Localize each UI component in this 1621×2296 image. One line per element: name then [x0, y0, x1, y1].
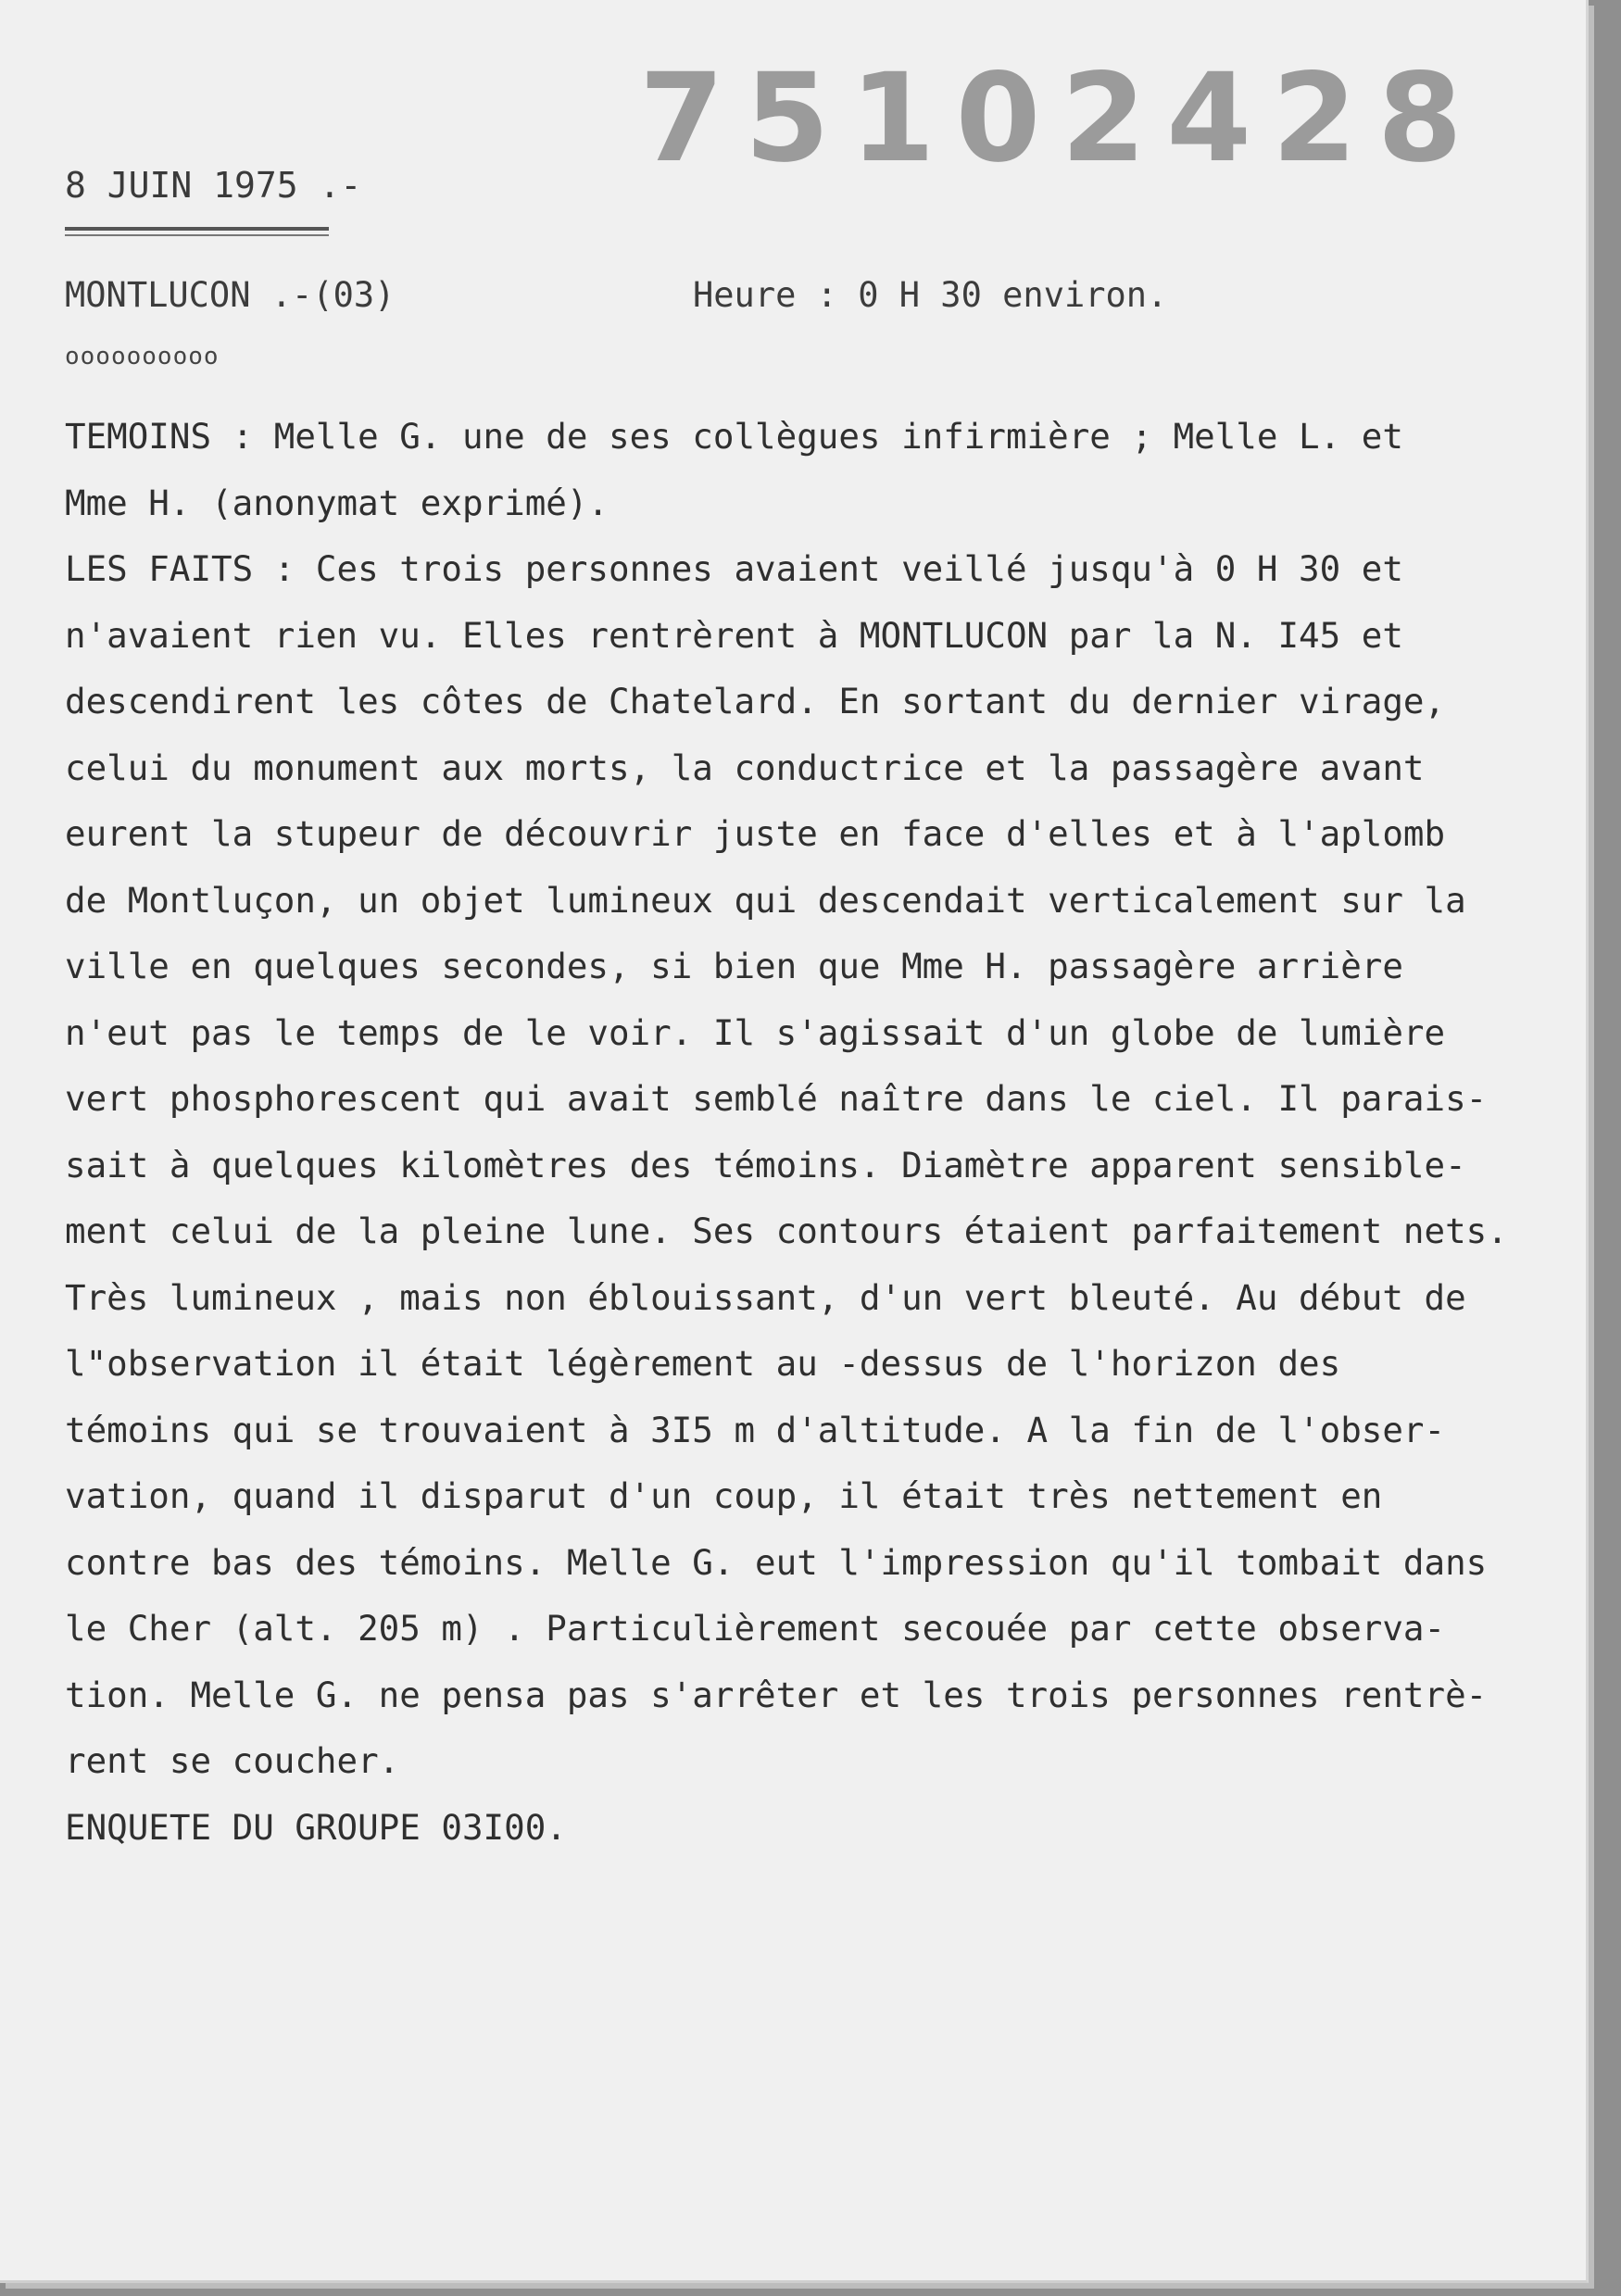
body-line: vation, quand il disparut d'un coup, il était très nettement en [65, 1475, 1383, 1516]
body-line: celui du monument aux morts, la conductrice et la passagère avant [65, 747, 1425, 788]
report-location: MONTLUCON .-(03) [65, 275, 396, 315]
body-line: l"observation il était légèrement au -dessus de l'horizon des [65, 1343, 1341, 1384]
body-line: descendirent les côtes de Chatelard. En sortant du dernier virage, [65, 681, 1446, 721]
body-line: n'avaient rien vu. Elles rentrèrent à MONTLUCON par la N. I45 et [65, 614, 1403, 656]
body-line: ment celui de la pleine lune. Ses contours étaient parfaitement nets. [65, 1211, 1508, 1251]
body-line: sait à quelques kilomètres des témoins. Diamètre apparent sensible- [65, 1144, 1466, 1186]
report-date: 8 JUIN 1975 .- [65, 165, 362, 206]
body-line: Très lumineux , mais non éblouissant, d'un vert bleuté. Au début de [65, 1276, 1466, 1318]
archive-number-stamp: 75102428 [639, 47, 1483, 190]
report-body [65, 404, 1565, 1861]
date-underline-second [65, 234, 329, 236]
body-line: n'eut pas le temps de le voir. Il s'agissait d'un globe de lumière [65, 1011, 1446, 1053]
body-line: ville en quelques secondes, si bien que Mme H. passagère arrière [65, 946, 1403, 986]
body-line: eurent la stupeur de découvrir juste en face d'elles et à l'aplomb [65, 813, 1446, 854]
report-hour: Heure : 0 H 30 environ. [693, 275, 1168, 315]
body-line: Mme H. (anonymat exprimé). [65, 482, 609, 523]
body-line: rent se coucher. [65, 1740, 400, 1781]
body-line: tion. Melle G. ne pensa pas s'arrêter et les trois personnes rentrè- [65, 1674, 1488, 1715]
body-line: le Cher (alt. 205 m) . Particulièrement secouée par cette observa- [65, 1608, 1446, 1649]
body-line: ENQUETE DU GROUPE 03I00. [65, 1806, 567, 1848]
body-line: de Montluçon, un objet lumineux qui descendait verticalement sur la [65, 879, 1466, 921]
body-line: TEMOINS : Melle G. une de ses collègues infirmière ; Melle L. et [65, 416, 1403, 457]
separator-line: oooooooooo [65, 343, 220, 370]
date-underline [65, 227, 329, 231]
body-line: vert phosphorescent qui avait semblé naître dans le ciel. Il parais- [65, 1078, 1488, 1119]
body-line: témoins qui se trouvaient à 3I5 m d'altitude. A la fin de l'obser- [65, 1409, 1446, 1450]
body-line: contre bas des témoins. Melle G. eut l'impression qu'il tombait dans [65, 1541, 1488, 1583]
body-line: LES FAITS : Ces trois personnes avaient veillé jusqu'à 0 H 30 et [65, 548, 1403, 589]
